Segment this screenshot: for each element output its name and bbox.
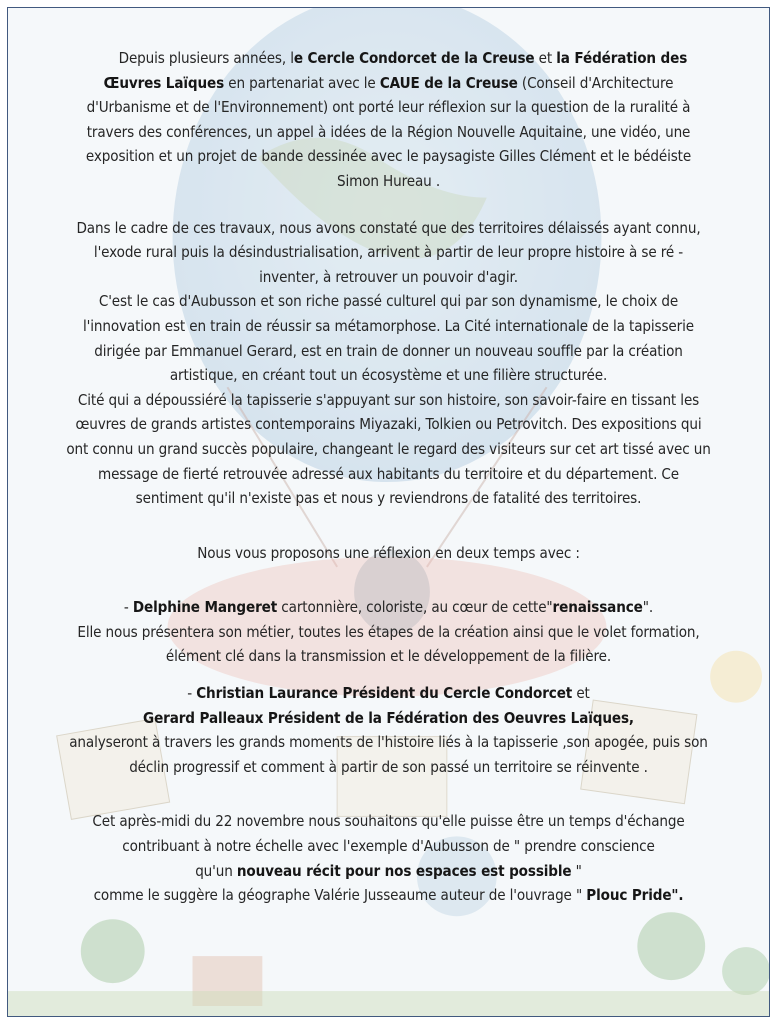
delphine-mangeret-name: Delphine Mangeret (132, 598, 278, 617)
article-text (66, 46, 711, 908)
document-frame (7, 7, 770, 1017)
paragraph-conclusion: Cet après-midi du 22 novembre nous souhaitons qu'elle puisse être un temps d'échange contribuant à notre échelle avec l'exemple d'Aubusson de " prendre conscience qu'un nouveau récit pour nos espaces est possible " comme le suggère la géographe Valérie Jusseaume auteur de l'ouvrage " Plouc Pride". (92, 812, 685, 905)
p1-text-e: en partenariat avec le (224, 73, 380, 92)
federation-highlight: la Fédération des Œuvres Laïques (103, 49, 688, 92)
paragraph-aubusson: C'est le cas d'Aubusson et son riche passé culturel qui par son dynamisme, le choix de l'innovation est en train de réussir sa métamorphose. La Cité internationale de la tapisserie dirigée par Emmanuel Gerard, est en train de donner un nouveau souffle par la création artistique, en créant tout un écosystème et une filière structurée. (83, 292, 694, 385)
paragraph-cite: Cité qui a dépoussiéré la tapisserie s'appuyant sur son histoire, son savoir-faire en tissant les œuvres de grands artistes contemporains Miyazaki, Tolkien ou Petrovitch. Des expositions qui ont connu un grand succès populaire, changeant le regard des visiteurs sur cet art tissé avec un message de fierté retrouvée adressé aux habitants du territoire et du département. Ce sentiment qu'il n'existe pas et nous y reviendrons de fatalité des territoires. (66, 390, 711, 508)
paragraph-delphine: - Delphine Mangeret cartonnière, coloriste, au cœur de cette"renaissance". Elle nous présentera son métier, toutes les étapes de la création ainsi que le volet formation, élément clé dans la transmission et le développement de la filière. (77, 598, 700, 666)
paragraph-context: Dans le cadre de ces travaux, nous avons constaté que des territoires délaissés ayant connu, l'exode rural puis la désindustrialisation, arrivent à partir de leur propre histoire à se ré -inventer, à retrouver un pouvoir d'agir. (76, 218, 701, 286)
plouc-pride-title: Plouc Pride". (586, 886, 684, 905)
gerard-palleaux-name: Gerard Palleaux Président de la Fédération des Oeuvres Laïques, (143, 708, 634, 727)
renaissance-highlight: renaissance (552, 598, 643, 617)
christian-laurance-name: Christian Laurance Président du Cercle Condorcet (196, 684, 573, 703)
cercle-condorcet-highlight: e Cercle Condorcet de la Creuse (293, 49, 535, 67)
paragraph-speakers: - Christian Laurance Président du Cercle Condorcet et Gerard Palleaux Président de la Fédération des Oeuvres Laïques, analyseront à travers les grands moments de l'histoire liés à la tapisserie ,son apogée, puis son déclin progressif et comment à partir de son passé un territoire se réinvente . (69, 684, 708, 776)
paragraph-intro (66, 46, 711, 194)
nouveau-recit-highlight: nouveau récit pour nos espaces est possible (236, 861, 572, 880)
paragraph-proposal: Nous vous proposons une réflexion en deux temps avec : (197, 543, 580, 562)
caue-highlight: CAUE de la Creuse (379, 73, 518, 92)
p1-text-g: (Conseil d'Architecture d'Urbanisme et de l'Environnement) ont porté leur réflexion sur la question de la ruralité à travers des conférences, un appel à idées de la Région Nouvelle Aquitaine, une vidéo, une exposition et un projet de bande dessinée avec le paysagiste Gilles Clément et le bédéiste Simon Hureau . (85, 73, 692, 190)
p1-text-a: Depuis plusieurs années, l (118, 49, 294, 67)
p1-text-c: et (534, 49, 557, 67)
